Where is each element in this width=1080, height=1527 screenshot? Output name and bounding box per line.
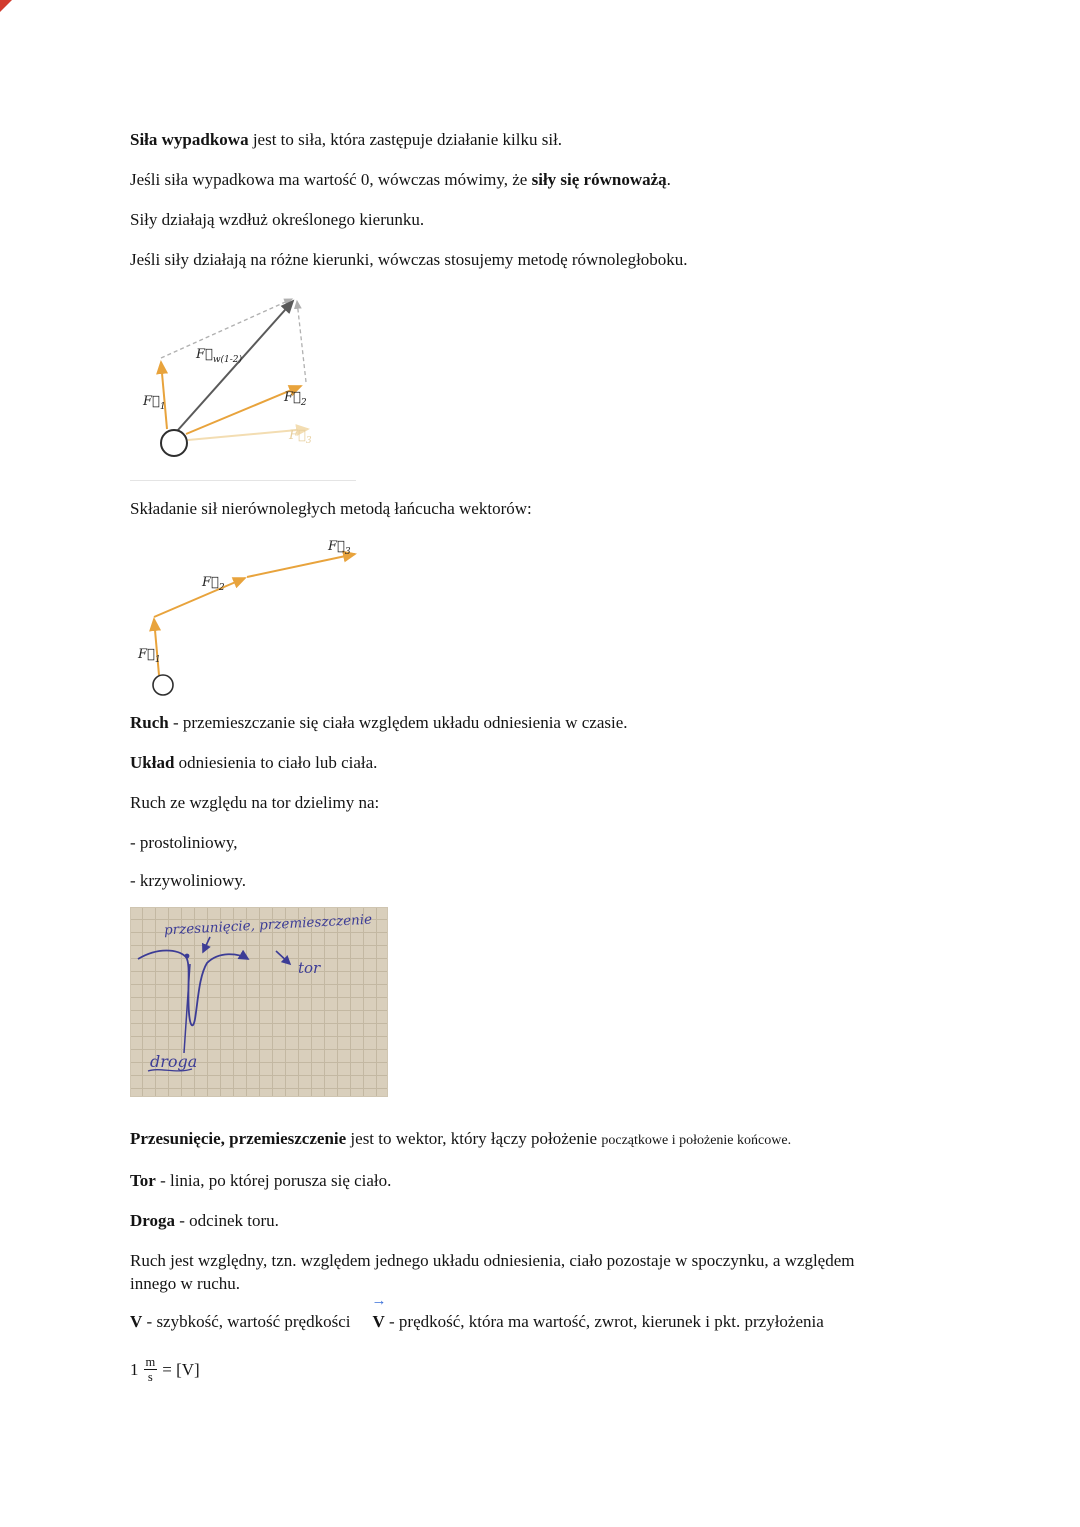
- construction-line-1: [161, 299, 292, 358]
- vector-arrow-icon: →: [371, 1293, 387, 1309]
- term-szybkosc-v: V: [130, 1312, 143, 1331]
- paragraph-uklad: Układ odniesienia to ciało lub ciała.: [130, 753, 378, 772]
- fraction-m-over-s: [144, 1355, 158, 1385]
- paragraph-ruch: Ruch - przemieszczanie się ciała względem układu odniesienia w czasie.: [130, 713, 628, 732]
- unit-equation: [130, 1355, 970, 1385]
- coefficient: 1: [130, 1360, 139, 1380]
- handwriting-tor: tor: [298, 959, 321, 977]
- trajectory-curve: [138, 951, 248, 1026]
- term-przesuniecie: Przesunięcie, przemieszczenie: [130, 1129, 347, 1148]
- label-fw: $F⃗_{w(1-2)}$: [196, 347, 243, 365]
- label-f1: $F⃗_1$: [143, 394, 166, 412]
- vector-chain-diagram: [130, 537, 380, 699]
- term-tor: Tor: [130, 1171, 156, 1190]
- term-ruch: Ruch: [130, 713, 169, 732]
- label-f2: $F⃗_2$: [202, 575, 225, 593]
- parallelogram-method-diagram: [130, 288, 360, 470]
- fraction-denominator: s: [147, 1370, 153, 1385]
- paragraph-metoda-rownolegloboku: Jeśli siły działają na różne kierunki, wówczas stosujemy metodę równoległoboku.: [130, 250, 688, 269]
- paragraph-tor: Tor - linia, po której porusza się ciało.: [130, 1171, 392, 1190]
- paragraph-predkosc: V - szybkość, wartość prędkości → V - prędkość, która ma wartość, zwrot, kierunek i pkt. przyłożenia: [130, 1293, 824, 1331]
- tor-pointer-arrow-icon: [276, 951, 290, 964]
- paragraph-droga: Droga - odcinek toru.: [130, 1211, 279, 1230]
- label-f3: $F⃗_3$: [328, 539, 351, 557]
- label-f1: $F⃗_1$: [138, 647, 161, 665]
- corner-mark: [0, 0, 12, 12]
- handwriting-heading: przesunięcie, przemieszczenie: [163, 911, 373, 939]
- paragraph-wzglednosc-ruchu: Ruch jest względny, tzn. względem jednego układu odniesienia, ciało pozostaje w spoczynku, a względem innego w ruchu.: [130, 1251, 855, 1293]
- body-circle: [153, 675, 173, 695]
- paragraph-kierunek-sil: Siły działają wzdłuż określonego kierunku.: [130, 210, 425, 229]
- body-circle: [161, 430, 187, 456]
- diagram-divider: [130, 480, 356, 481]
- handwriting-droga: droga: [150, 1052, 198, 1071]
- label-f3: $F⃗_3$: [289, 428, 312, 446]
- fraction-numerator: m: [145, 1355, 156, 1369]
- handwritten-notes-photo: [130, 907, 388, 1097]
- term-sila-wypadkowa: Siła wypadkowa: [130, 130, 249, 149]
- force-f1-vector: [161, 362, 167, 429]
- term-uklad: Układ: [130, 753, 175, 772]
- term-sily-sie-rownowaza: siły się równoważą: [531, 170, 667, 189]
- heading-down-arrow-icon: [203, 937, 210, 952]
- paragraph-podzial-ruchu: Ruch ze względu na tor dzielimy na:: [130, 793, 380, 812]
- term-predkosc-v: V: [372, 1312, 385, 1331]
- list-item-krzywoliniowy: - krzywoliniowy.: [130, 871, 246, 890]
- velocity-vector-symbol: [371, 1293, 387, 1333]
- paragraph-przesuniecie: Przesunięcie, przemieszczenie jest to wektor, który łączy położenie początkowe i położenie końcowe.: [130, 1129, 792, 1148]
- label-f2: $F⃗_2$: [284, 390, 307, 408]
- trajectory-node: [185, 954, 190, 959]
- term-droga: Droga: [130, 1211, 176, 1230]
- chain-f3-vector: [247, 554, 355, 577]
- list-item-prostoliniowy: - prostoliniowy,: [130, 833, 238, 852]
- chain-f2-vector: [154, 578, 245, 617]
- paragraph-sila-wypadkowa: Siła wypadkowa jest to siła, która zastępuje działanie kilku sił.: [130, 130, 563, 149]
- paragraph-lancuch-wektorow: Składanie sił nierównoległych metodą łańcucha wektorów:: [130, 499, 532, 518]
- equation-rest: = [V]: [162, 1360, 200, 1380]
- paragraph-rownowaga-sil: Jeśli siła wypadkowa ma wartość 0, wówczas mówimy, że siły się równoważą.: [130, 170, 671, 189]
- resultant-fw-vector: [178, 301, 293, 430]
- construction-line-2: [297, 301, 306, 382]
